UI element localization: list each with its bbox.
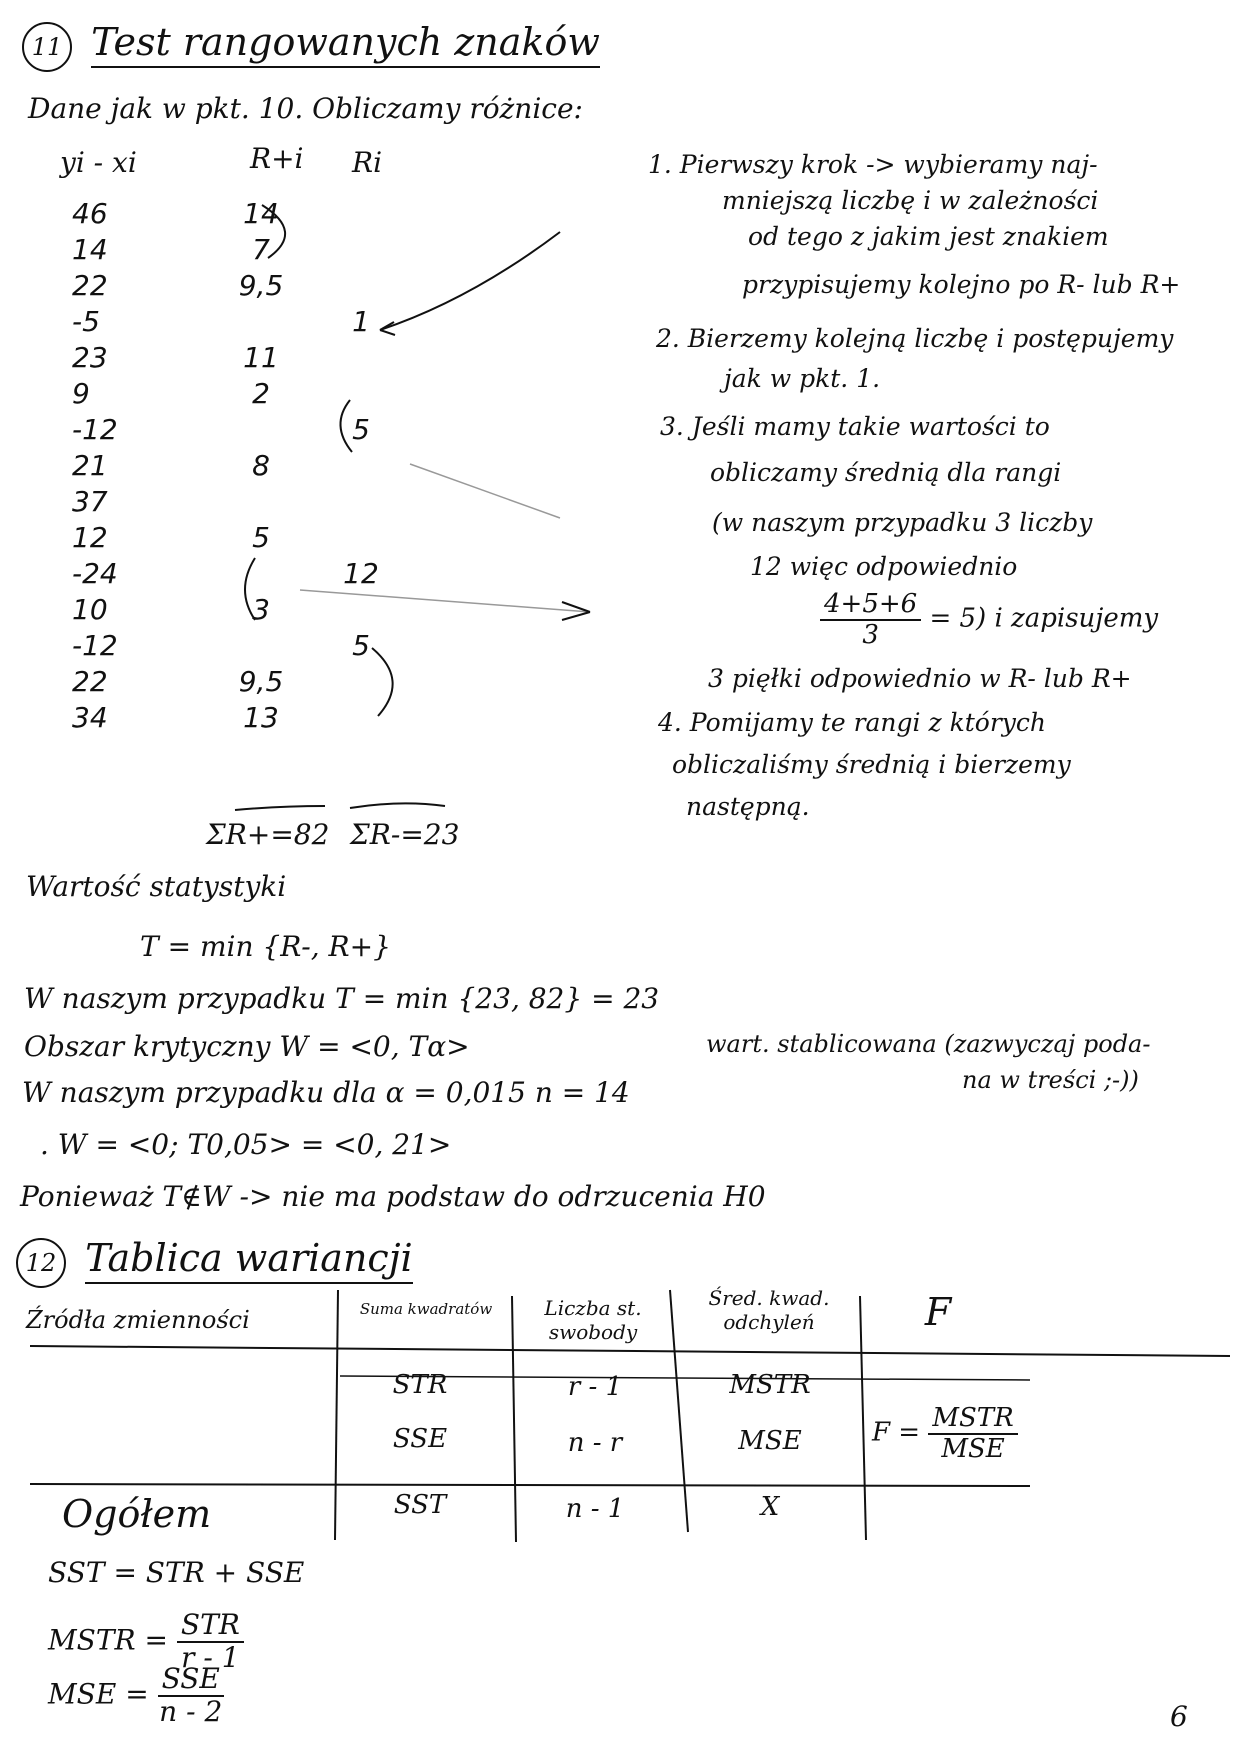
step-line: 4. Pomijamy te rangi z których [658,708,1047,737]
diff-value: 34 [72,701,108,734]
header-f: F [924,1290,952,1334]
critical-value: . W = <0; T0,05> = <0, 21> [40,1128,452,1161]
diff-value: -24 [72,557,118,590]
average-numerator: 4+5+6 [820,590,921,621]
rplus-value: 2 [252,377,270,410]
formula-mse-numerator: SSE [158,1664,224,1697]
statistic-formula: T = min {R-, R+} [140,930,391,963]
critical-region: Obszar krytyczny W = <0, Tα> [24,1030,470,1063]
header-diff: yi - xi [60,146,137,179]
rminus-value: 5 [352,629,370,662]
diff-value: -12 [72,413,118,446]
statistic-case: W naszym przypadku T = min {23, 82} = 23 [24,982,660,1015]
step-line: 3. Jeśli mamy takie wartości to [660,412,1050,441]
cell-ss: STR [392,1370,448,1400]
cell-ss: SST [393,1490,447,1520]
formula-sst: SST = STR + SSE [48,1556,305,1589]
sum-minus: ΣR-=23 [350,818,460,851]
diff-value: 10 [72,593,108,626]
conclusion: Ponieważ T∉W -> nie ma podstaw do odrzucenia H0 [20,1180,766,1213]
header-degrees-freedom: Liczba st. swobody [544,1296,642,1344]
section-number: 11 [22,22,72,72]
diff-value: -5 [72,305,100,338]
section-number: 12 [16,1238,66,1288]
step-line: 1. Pierwszy krok -> wybieramy naj- [648,150,1098,179]
step-line: obliczamy średnią dla rangi [710,458,1062,487]
rplus-value: 3 [252,593,270,626]
step-line: (w naszym przypadku 3 liczby [712,508,1093,537]
diff-value: 23 [72,341,108,374]
rplus-value: 9,5 [238,665,284,698]
diff-value: 21 [72,449,108,482]
diff-value: 37 [72,485,108,518]
rplus-value: 8 [252,449,270,482]
step-line: od tego z jakim jest znakiem [748,222,1109,251]
formula-mstr-numerator: STR [177,1610,244,1643]
rplus-value: 7 [252,233,270,266]
page-number: 6 [1170,1700,1188,1733]
rplus-value: 5 [252,521,270,554]
diff-value: 14 [72,233,108,266]
intro-text: Dane jak w pkt. 10. Obliczamy różnice: [28,92,583,125]
formula-mstr-lhs: MSTR = [48,1623,168,1657]
cell-df: r - 1 [567,1372,623,1402]
header-rplus: R+i [250,142,304,175]
sum-plus: ΣR+=82 [206,818,330,851]
step-line: 12 więc odpowiednio [750,552,1018,581]
f-lhs: F = [872,1417,921,1448]
cell-source-total: Ogółem [62,1492,212,1536]
rminus-value: 12 [343,557,379,590]
cell-ss: SSE [392,1424,448,1454]
header-mean-square: Śred. kwad. odchyleń [708,1286,830,1334]
header-sum-squares: Suma kwadratów [359,1300,493,1318]
average-result: = 5) i zapisujemy [929,603,1159,634]
f-denominator: MSE [941,1433,1005,1464]
rminus-value: 5 [352,413,370,446]
rminus-value: 1 [352,305,370,338]
diff-value: 46 [72,197,108,230]
cell-df: n - r [567,1428,623,1458]
formula-mse-lhs: MSE = [48,1677,149,1711]
step-line: jak w pkt. 1. [724,364,881,393]
section-title: Tablica wariancji [85,1236,413,1284]
header-source: Źródła zmienności [26,1306,250,1334]
rplus-value: 13 [243,701,279,734]
critical-note-2: na w treści ;-)) [962,1066,1139,1094]
step-line: przypisujemy kolejno po R- lub R+ [742,270,1181,299]
average-denominator: 3 [862,619,879,650]
rplus-value: 9,5 [238,269,284,302]
diff-value: 22 [72,665,108,698]
header-rminus: Ri [352,146,383,179]
critical-case: W naszym przypadku dla α = 0,015 n = 14 [22,1076,630,1109]
rplus-value: 11 [243,341,279,374]
step-line: 3 pięłki odpowiednio w R- lub R+ [708,664,1132,693]
f-numerator: MSTR [928,1404,1017,1435]
rplus-value: 14 [243,197,279,230]
formula-mstr-denominator: r - 1 [181,1640,240,1674]
step-line: mniejszą liczbę i w zależności [722,186,1099,215]
statistic-label: Wartość statystyki [26,870,287,903]
diff-value: -12 [72,629,118,662]
cell-ms: MSTR [729,1370,811,1400]
critical-note: wart. stablicowana (zazwyczaj poda- [706,1030,1151,1058]
diff-value: 22 [72,269,108,302]
formula-mse-denominator: n - 2 [159,1694,223,1728]
step-line: obliczaliśmy średnią i bierzemy [672,750,1071,779]
step-line: 2. Bierzemy kolejną liczbę i postępujemy [656,324,1174,353]
diff-value: 9 [72,377,90,410]
formula-mse [48,1664,224,1728]
section-title: Test rangowanych znaków [91,20,600,68]
cell-df: n - 1 [565,1494,625,1524]
cell-ms: MSE [738,1426,802,1456]
f-formula [872,1403,1014,1464]
cell-ms: X [760,1492,780,1522]
step-line: następną. [686,792,810,821]
diff-value: 12 [72,521,108,554]
